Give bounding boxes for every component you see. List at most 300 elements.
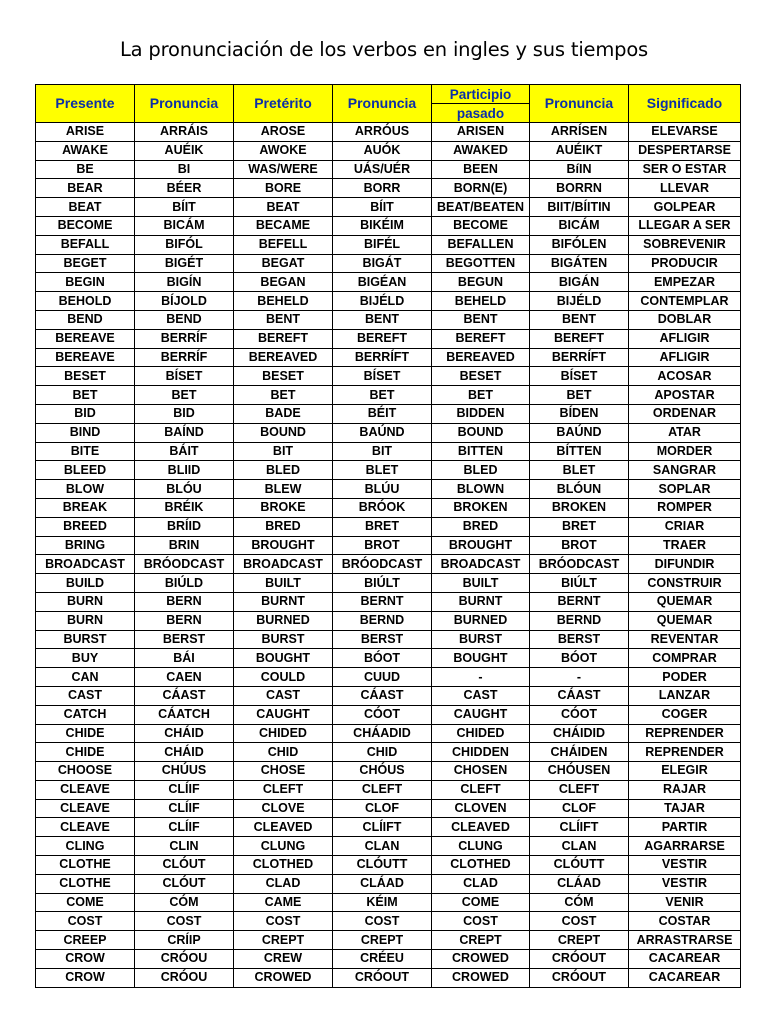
cell-presente: BECOME (36, 216, 135, 235)
cell-pronuncia-participio: BÍTTEN (530, 442, 629, 461)
header-pronuncia-participio: Pronuncia (530, 85, 629, 123)
cell-preterito: CLUNG (234, 837, 333, 856)
cell-significado: TAJAR (629, 799, 741, 818)
verb-table (35, 84, 741, 988)
cell-participio-pasado: CREPT (432, 931, 530, 950)
table-row (36, 668, 741, 687)
cell-significado: VESTIR (629, 856, 741, 875)
cell-participio-pasado: BRED (432, 517, 530, 536)
cell-significado: ROMPER (629, 498, 741, 517)
table-row (36, 705, 741, 724)
cell-participio-pasado: BEEN (432, 160, 530, 179)
cell-participio-pasado: BESET (432, 367, 530, 386)
cell-pronuncia-presente: BAÍND (135, 423, 234, 442)
cell-preterito: CREW (234, 950, 333, 969)
table-row (36, 893, 741, 912)
cell-significado: ELEVARSE (629, 123, 741, 142)
cell-participio-pasado: BLOWN (432, 480, 530, 499)
cell-pronuncia-preterito: BORR (333, 179, 432, 198)
table-row (36, 536, 741, 555)
cell-pronuncia-participio: BERND (530, 611, 629, 630)
cell-pronuncia-preterito: BIKÉIM (333, 216, 432, 235)
cell-significado: SOPLAR (629, 480, 741, 499)
cell-presente: CHOOSE (36, 762, 135, 781)
cell-pronuncia-presente: BI (135, 160, 234, 179)
cell-pronuncia-preterito: ARRÓUS (333, 123, 432, 142)
cell-pronuncia-presente: BERRÍF (135, 348, 234, 367)
table-row (36, 630, 741, 649)
cell-significado: COGER (629, 705, 741, 724)
cell-participio-pasado: CLAD (432, 874, 530, 893)
cell-significado: QUEMAR (629, 592, 741, 611)
cell-presente: CLEAVE (36, 780, 135, 799)
cell-pronuncia-preterito: BERRÍFT (333, 348, 432, 367)
cell-participio-pasado: BEGOTTEN (432, 254, 530, 273)
cell-preterito: CHOSE (234, 762, 333, 781)
cell-pronuncia-participio: BíIN (530, 160, 629, 179)
cell-preterito: BROKE (234, 498, 333, 517)
cell-participio-pasado: CLEAVED (432, 818, 530, 837)
cell-presente: CREEP (36, 931, 135, 950)
cell-pronuncia-presente: BIGÉT (135, 254, 234, 273)
cell-pronuncia-presente: COST (135, 912, 234, 931)
cell-pronuncia-preterito: KÉIM (333, 893, 432, 912)
cell-pronuncia-presente: CHÁID (135, 724, 234, 743)
cell-pronuncia-preterito: COST (333, 912, 432, 931)
cell-pronuncia-presente: BRÓODCAST (135, 555, 234, 574)
cell-presente: CLEAVE (36, 818, 135, 837)
table-row (36, 649, 741, 668)
cell-significado: SANGRAR (629, 461, 741, 480)
cell-presente: BROADCAST (36, 555, 135, 574)
cell-pronuncia-preterito: BENT (333, 310, 432, 329)
cell-pronuncia-preterito: CLOF (333, 799, 432, 818)
cell-presente: COME (36, 893, 135, 912)
cell-presente: AWAKE (36, 141, 135, 160)
header-presente: Presente (36, 85, 135, 123)
cell-significado: TRAER (629, 536, 741, 555)
cell-participio-pasado: BITTEN (432, 442, 530, 461)
cell-pronuncia-preterito: CRÉEU (333, 950, 432, 969)
cell-presente: CHIDE (36, 743, 135, 762)
cell-significado: CRIAR (629, 517, 741, 536)
cell-presente: CAN (36, 668, 135, 687)
cell-preterito: CREPT (234, 931, 333, 950)
cell-pronuncia-preterito: CLAN (333, 837, 432, 856)
cell-preterito: BET (234, 386, 333, 405)
cell-pronuncia-presente: BRIN (135, 536, 234, 555)
cell-pronuncia-preterito: BÍSET (333, 367, 432, 386)
cell-presente: BEREAVE (36, 329, 135, 348)
cell-pronuncia-preterito: CHÁADID (333, 724, 432, 743)
cell-pronuncia-participio: BIJÉLD (530, 292, 629, 311)
cell-participio-pasado: BURST (432, 630, 530, 649)
cell-significado: CONTEMPLAR (629, 292, 741, 311)
cell-pronuncia-preterito: BERND (333, 611, 432, 630)
cell-pronuncia-presente: ARRÁIS (135, 123, 234, 142)
cell-pronuncia-presente: CRÍIP (135, 931, 234, 950)
cell-significado: VENIR (629, 893, 741, 912)
cell-pronuncia-participio: BLET (530, 461, 629, 480)
cell-presente: BEAR (36, 179, 135, 198)
table-row (36, 216, 741, 235)
table-row (36, 724, 741, 743)
cell-preterito: BEGAT (234, 254, 333, 273)
cell-presente: ARISE (36, 123, 135, 142)
header-significado: Significado (629, 85, 741, 123)
cell-pronuncia-participio: BÍDEN (530, 404, 629, 423)
cell-pronuncia-preterito: BAÚND (333, 423, 432, 442)
cell-presente: BIND (36, 423, 135, 442)
cell-presente: BET (36, 386, 135, 405)
cell-pronuncia-preterito: BLÚU (333, 480, 432, 499)
cell-pronuncia-presente: BIFÓL (135, 235, 234, 254)
cell-preterito: COULD (234, 668, 333, 687)
cell-pronuncia-presente: BET (135, 386, 234, 405)
cell-preterito: CLEAVED (234, 818, 333, 837)
cell-participio-pasado: BROUGHT (432, 536, 530, 555)
table-row (36, 818, 741, 837)
cell-pronuncia-presente: BÉER (135, 179, 234, 198)
cell-participio-pasado: BEREAVED (432, 348, 530, 367)
cell-preterito: CAST (234, 686, 333, 705)
table-row (36, 517, 741, 536)
cell-participio-pasado: BROADCAST (432, 555, 530, 574)
cell-pronuncia-participio: BIGÁTEN (530, 254, 629, 273)
cell-pronuncia-presente: CLÍIF (135, 780, 234, 799)
cell-significado: REPRENDER (629, 743, 741, 762)
cell-pronuncia-presente: CLÍIF (135, 799, 234, 818)
table-row (36, 386, 741, 405)
cell-presente: BREAK (36, 498, 135, 517)
cell-presente: BURN (36, 611, 135, 630)
cell-participio-pasado: CLEFT (432, 780, 530, 799)
cell-pronuncia-presente: BERN (135, 592, 234, 611)
cell-significado: COMPRAR (629, 649, 741, 668)
cell-presente: CLOTHE (36, 874, 135, 893)
cell-participio-pasado: BET (432, 386, 530, 405)
cell-preterito: BROADCAST (234, 555, 333, 574)
cell-presente: BESET (36, 367, 135, 386)
cell-pronuncia-presente: BÁIT (135, 442, 234, 461)
cell-pronuncia-presente: AUÉIK (135, 141, 234, 160)
cell-pronuncia-preterito: BIJÉLD (333, 292, 432, 311)
cell-significado: PRODUCIR (629, 254, 741, 273)
cell-pronuncia-preterito: CHÓUS (333, 762, 432, 781)
cell-presente: BEFALL (36, 235, 135, 254)
cell-presente: CLOTHE (36, 856, 135, 875)
cell-preterito: BEREAVED (234, 348, 333, 367)
cell-pronuncia-participio: CHÁIDID (530, 724, 629, 743)
cell-participio-pasado: ARISEN (432, 123, 530, 142)
cell-pronuncia-preterito: BIGÉAN (333, 273, 432, 292)
cell-pronuncia-participio: BICÁM (530, 216, 629, 235)
cell-pronuncia-participio: CLAN (530, 837, 629, 856)
cell-presente: CLING (36, 837, 135, 856)
cell-pronuncia-preterito: CLEFT (333, 780, 432, 799)
cell-pronuncia-preterito: CÁAST (333, 686, 432, 705)
cell-significado: MORDER (629, 442, 741, 461)
cell-significado: DESPERTARSE (629, 141, 741, 160)
cell-participio-pasado: BOUND (432, 423, 530, 442)
cell-preterito: BURNT (234, 592, 333, 611)
table-row (36, 574, 741, 593)
table-row (36, 348, 741, 367)
cell-participio-pasado: COME (432, 893, 530, 912)
table-row (36, 874, 741, 893)
cell-significado: REVENTAR (629, 630, 741, 649)
cell-pronuncia-presente: BÍSET (135, 367, 234, 386)
cell-preterito: BENT (234, 310, 333, 329)
cell-pronuncia-participio: BROKEN (530, 498, 629, 517)
cell-participio-pasado: BOUGHT (432, 649, 530, 668)
table-row (36, 480, 741, 499)
cell-pronuncia-presente: CLÓUT (135, 874, 234, 893)
cell-preterito: BRED (234, 517, 333, 536)
cell-pronuncia-participio: BAÚND (530, 423, 629, 442)
cell-participio-pasado: AWAKED (432, 141, 530, 160)
cell-preterito: BOUGHT (234, 649, 333, 668)
cell-pronuncia-participio: BIIT/BÍITIN (530, 198, 629, 217)
table-row (36, 160, 741, 179)
cell-pronuncia-presente: BLIID (135, 461, 234, 480)
cell-pronuncia-presente: BEND (135, 310, 234, 329)
cell-pronuncia-preterito: BRET (333, 517, 432, 536)
cell-pronuncia-participio: BET (530, 386, 629, 405)
cell-participio-pasado: CLOVEN (432, 799, 530, 818)
cell-presente: COST (36, 912, 135, 931)
cell-pronuncia-participio: BIÚLT (530, 574, 629, 593)
cell-pronuncia-preterito: CUUD (333, 668, 432, 687)
table-row (36, 912, 741, 931)
cell-presente: BEND (36, 310, 135, 329)
cell-participio-pasado: COST (432, 912, 530, 931)
cell-significado: LANZAR (629, 686, 741, 705)
cell-presente: BREED (36, 517, 135, 536)
cell-preterito: BOUND (234, 423, 333, 442)
cell-pronuncia-participio: CLOF (530, 799, 629, 818)
cell-significado: ORDENAR (629, 404, 741, 423)
cell-significado: QUEMAR (629, 611, 741, 630)
header-participio-bottom: pasado (432, 104, 530, 123)
cell-significado: AFLIGIR (629, 329, 741, 348)
cell-preterito: BEFELL (234, 235, 333, 254)
cell-preterito: CHID (234, 743, 333, 762)
table-row (36, 273, 741, 292)
cell-presente: BITE (36, 442, 135, 461)
cell-preterito: CHIDED (234, 724, 333, 743)
cell-significado: ATAR (629, 423, 741, 442)
cell-preterito: BROUGHT (234, 536, 333, 555)
cell-preterito: CROWED (234, 968, 333, 987)
cell-significado: ACOSAR (629, 367, 741, 386)
cell-preterito: BLEW (234, 480, 333, 499)
cell-pronuncia-preterito: CRÓOUT (333, 968, 432, 987)
table-row (36, 123, 741, 142)
cell-pronuncia-preterito: BROT (333, 536, 432, 555)
cell-significado: DOBLAR (629, 310, 741, 329)
header-pronuncia-preterito: Pronuncia (333, 85, 432, 123)
cell-pronuncia-presente: CLIN (135, 837, 234, 856)
verb-table-body (36, 123, 741, 988)
table-row (36, 329, 741, 348)
cell-pronuncia-participio: BIGÁN (530, 273, 629, 292)
cell-pronuncia-preterito: BLET (333, 461, 432, 480)
cell-pronuncia-presente: BÍJOLD (135, 292, 234, 311)
cell-significado: GOLPEAR (629, 198, 741, 217)
cell-participio-pasado: BURNT (432, 592, 530, 611)
cell-significado: EMPEZAR (629, 273, 741, 292)
cell-preterito: CLOVE (234, 799, 333, 818)
table-row (36, 968, 741, 987)
cell-significado: CACAREAR (629, 950, 741, 969)
cell-presente: CROW (36, 968, 135, 987)
cell-significado: CONSTRUIR (629, 574, 741, 593)
cell-pronuncia-presente: BÁI (135, 649, 234, 668)
cell-preterito: BEREFT (234, 329, 333, 348)
cell-preterito: BESET (234, 367, 333, 386)
cell-preterito: CLEFT (234, 780, 333, 799)
cell-presente: BEAT (36, 198, 135, 217)
cell-preterito: BEAT (234, 198, 333, 217)
cell-presente: BE (36, 160, 135, 179)
cell-pronuncia-preterito: CÓOT (333, 705, 432, 724)
cell-participio-pasado: BURNED (432, 611, 530, 630)
cell-pronuncia-presente: CHÁID (135, 743, 234, 762)
cell-pronuncia-preterito: BÓOT (333, 649, 432, 668)
cell-pronuncia-participio: BRÓODCAST (530, 555, 629, 574)
table-row (36, 555, 741, 574)
cell-pronuncia-preterito: BIT (333, 442, 432, 461)
cell-significado: SER O ESTAR (629, 160, 741, 179)
table-row (36, 799, 741, 818)
cell-significado: REPRENDER (629, 724, 741, 743)
header-pronuncia-presente: Pronuncia (135, 85, 234, 123)
table-row (36, 235, 741, 254)
cell-pronuncia-preterito: AUÓK (333, 141, 432, 160)
cell-presente: BLEED (36, 461, 135, 480)
table-row (36, 141, 741, 160)
cell-pronuncia-participio: COST (530, 912, 629, 931)
cell-preterito: CLAD (234, 874, 333, 893)
cell-pronuncia-participio: ARRÍSEN (530, 123, 629, 142)
cell-pronuncia-preterito: UÁS/UÉR (333, 160, 432, 179)
cell-pronuncia-preterito: BERNT (333, 592, 432, 611)
cell-presente: BRING (36, 536, 135, 555)
table-row (36, 423, 741, 442)
cell-pronuncia-preterito: BÍIT (333, 198, 432, 217)
cell-pronuncia-presente: BIÚLD (135, 574, 234, 593)
page-title: La pronunciación de los verbos en ingles y sus tiempos (119, 38, 649, 61)
cell-preterito: BIT (234, 442, 333, 461)
cell-pronuncia-participio: CÓM (530, 893, 629, 912)
cell-pronuncia-participio: CLÍIFT (530, 818, 629, 837)
cell-participio-pasado: BEHELD (432, 292, 530, 311)
cell-participio-pasado: BIDDEN (432, 404, 530, 423)
cell-participio-pasado: BUILT (432, 574, 530, 593)
cell-preterito: BADE (234, 404, 333, 423)
cell-participio-pasado: CHOSEN (432, 762, 530, 781)
cell-preterito: CLOTHED (234, 856, 333, 875)
table-row (36, 442, 741, 461)
cell-presente: BEREAVE (36, 348, 135, 367)
table-row (36, 461, 741, 480)
cell-preterito: BECAME (234, 216, 333, 235)
cell-pronuncia-preterito: BRÓODCAST (333, 555, 432, 574)
cell-presente: CAST (36, 686, 135, 705)
cell-pronuncia-presente: BERST (135, 630, 234, 649)
cell-pronuncia-participio: BÓOT (530, 649, 629, 668)
cell-preterito: BUILT (234, 574, 333, 593)
table-row (36, 931, 741, 950)
cell-pronuncia-participio: BERRÍFT (530, 348, 629, 367)
cell-pronuncia-preterito: BEREFT (333, 329, 432, 348)
cell-preterito: BEGAN (234, 273, 333, 292)
cell-pronuncia-presente: CÁATCH (135, 705, 234, 724)
cell-participio-pasado: BECOME (432, 216, 530, 235)
cell-pronuncia-participio: CLEFT (530, 780, 629, 799)
cell-significado: DIFUNDIR (629, 555, 741, 574)
cell-pronuncia-presente: BRÉIK (135, 498, 234, 517)
table-row (36, 762, 741, 781)
cell-presente: CLEAVE (36, 799, 135, 818)
cell-preterito: AROSE (234, 123, 333, 142)
cell-pronuncia-preterito: CLÓUTT (333, 856, 432, 875)
cell-pronuncia-presente: CAEN (135, 668, 234, 687)
cell-pronuncia-presente: BERN (135, 611, 234, 630)
cell-pronuncia-participio: CLÓUTT (530, 856, 629, 875)
cell-preterito: WAS/WERE (234, 160, 333, 179)
cell-pronuncia-participio: BRET (530, 517, 629, 536)
table-row (36, 743, 741, 762)
cell-pronuncia-participio: CÁAST (530, 686, 629, 705)
cell-pronuncia-presente: BICÁM (135, 216, 234, 235)
cell-preterito: CAUGHT (234, 705, 333, 724)
cell-pronuncia-participio: CRÓOUT (530, 968, 629, 987)
cell-participio-pasado: CROWED (432, 950, 530, 969)
cell-significado: ELEGIR (629, 762, 741, 781)
table-row (36, 254, 741, 273)
cell-presente: BURN (36, 592, 135, 611)
cell-pronuncia-participio: BIFÓLEN (530, 235, 629, 254)
table-row (36, 404, 741, 423)
table-row (36, 686, 741, 705)
cell-pronuncia-participio: CHÓUSEN (530, 762, 629, 781)
cell-participio-pasado: BROKEN (432, 498, 530, 517)
cell-pronuncia-participio: CÓOT (530, 705, 629, 724)
cell-pronuncia-participio: BÍSET (530, 367, 629, 386)
cell-significado: VESTIR (629, 874, 741, 893)
cell-preterito: BURST (234, 630, 333, 649)
cell-participio-pasado: BENT (432, 310, 530, 329)
cell-preterito: AWOKE (234, 141, 333, 160)
cell-significado: LLEGAR A SER (629, 216, 741, 235)
cell-preterito: BORE (234, 179, 333, 198)
cell-preterito: CAME (234, 893, 333, 912)
cell-pronuncia-preterito: BIÚLT (333, 574, 432, 593)
cell-pronuncia-presente: CRÓOU (135, 950, 234, 969)
cell-pronuncia-preterito: BERST (333, 630, 432, 649)
cell-presente: BUY (36, 649, 135, 668)
cell-participio-pasado: BEAT/BEATEN (432, 198, 530, 217)
cell-participio-pasado: CHIDDEN (432, 743, 530, 762)
cell-pronuncia-preterito: BÉIT (333, 404, 432, 423)
cell-preterito: BLED (234, 461, 333, 480)
table-row (36, 780, 741, 799)
table-row (36, 310, 741, 329)
cell-pronuncia-preterito: CLÍIFT (333, 818, 432, 837)
cell-pronuncia-participio: - (530, 668, 629, 687)
